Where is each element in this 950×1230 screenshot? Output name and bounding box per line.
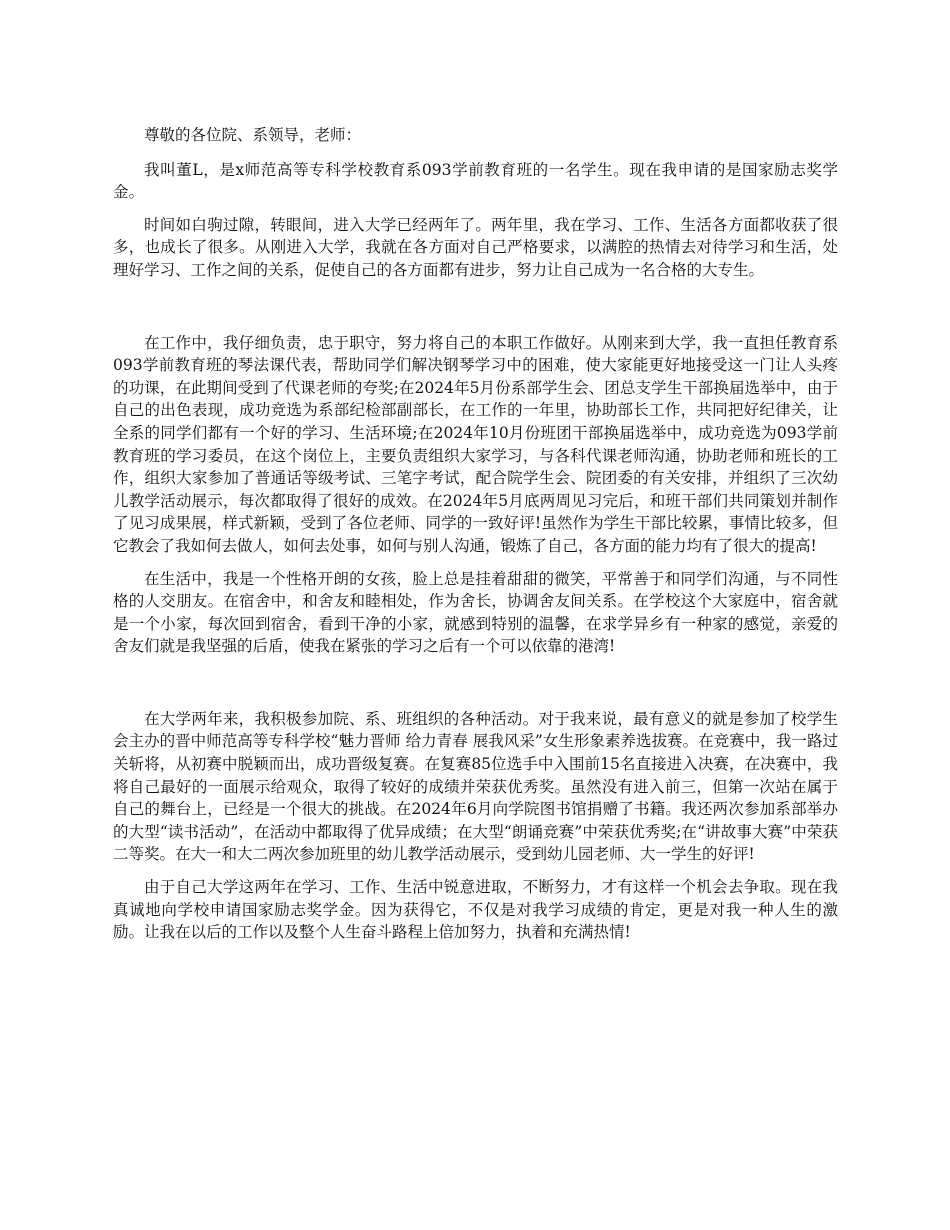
salutation: 尊敬的各位院、系领导，老师： — [144, 126, 362, 144]
paragraph-introduction: 我叫董L，是x师范高等专科学校教育系093学前教育班的一名学生。现在我申请的是国家励志奖学金。 — [113, 160, 838, 202]
paragraph-conclusion: 由于自己大学这两年在学习、工作、生活中锐意进取，不断努力，才有这样一个机会去争取。现在我真诚地向学校申请国家励志奖学金。因为获得它，不仅是对我学习成绩的肯定，更是对我一种人生的激励。让我在以后的工作以及整个人生奋斗路程上倍加努力，执着和充满热情! — [113, 878, 838, 942]
paragraph-activities: 在大学两年来，我积极参加院、系、班组织的各种活动。对于我来说，最有意义的就是参加了校学生会主办的晋中师范高等专科学校“魅力晋师 给力青春 展我风采”女生形象素养选拔赛。在竞赛中，我一路过关斩将，从初赛中脱颖而出，成功晋级复赛。在复赛85位选手中入围前15名直接进入决赛，在决赛中，我将自己最好的一面展示给观众，取得了较好的成绩并荣获优秀奖。虽然没有进入前三，但第一次站在属于自己的舞台上，已经是一个很大的挑战。在2024年6月向学院图书馆捐赠了书籍。我还两次参加系部举办的大型“读书活动”，在活动中都取得了优异成绩；在大型“朗诵竞赛”中荣获优秀奖;在“讲故事大赛”中荣获二等奖。在大一和大二两次参加班里的幼儿教学活动展示，受到幼儿园老师、大一学生的好评! — [113, 709, 838, 864]
paragraph-work: 在工作中，我仔细负责，忠于职守，努力将自己的本职工作做好。从刚来到大学，我一直担任教育系093学前教育班的琴法课代表，帮助同学们解决钢琴学习中的困难，使大家能更好地接受这一门让人头疼的功课，在此期间受到了代课老师的夸奖;在2024年5月份系部学生会、团总支学生干部换届选举中，由于自己的出色表现，成功竞选为系部纪检部副部长，在工作的一年里，协助部长工作，共同把好纪律关，让全系的同学们都有一个好的学习、生活环境;在2024年10月份班团干部换届选举中，成功竞选为093学前教育班的学习委员，在这个岗位上，主要负责组织大家学习，与各科代课老师沟通，协助老师和班长的工作，组织大家参加了普通话等级考试、三笔字考试，配合院学生会、院团委的有关安排，并组织了三次幼儿教学活动展示，每次都取得了很好的成效。在2024年5月底两周见习完后，和班干部们共同策划并制作了见习成果展，样式新颖，受到了各位老师、同学的一致好评!虽然作为学生干部比较累，事情比较多，但它教会了我如何去做人，如何去处事，如何与别人沟通，锻炼了自己，各方面的能力均有了很大的提高! — [113, 333, 838, 555]
paragraph-overview: 时间如白驹过隙，转眼间，进入大学已经两年了。两年里，我在学习、工作、生活各方面都收获了很多，也成长了很多。从刚进入大学，我就在各方面对自己严格要求，以满腔的热情去对待学习和生活，处理好学习、工作之间的关系，促使自己的各方面都有进步，努力让自己成为一名合格的大专生。 — [113, 215, 838, 279]
application-letter — [113, 124, 838, 954]
paragraph-life: 在生活中，我是一个性格开朗的女孩，脸上总是挂着甜甜的微笑，平常善于和同学们沟通，与不同性格的人交朋友。在宿舍中，和舍友和睦相处，作为舍长，协调舍友间关系。在学校这个大家庭中，宿舍就是一个小家，每次回到宿舍，看到干净的小家，就感到特别的温馨，在求学异乡有一种家的感觉，亲爱的舍友们就是我坚强的后盾，使我在紧张的学习之后有一个可以依靠的港湾! — [113, 569, 838, 656]
